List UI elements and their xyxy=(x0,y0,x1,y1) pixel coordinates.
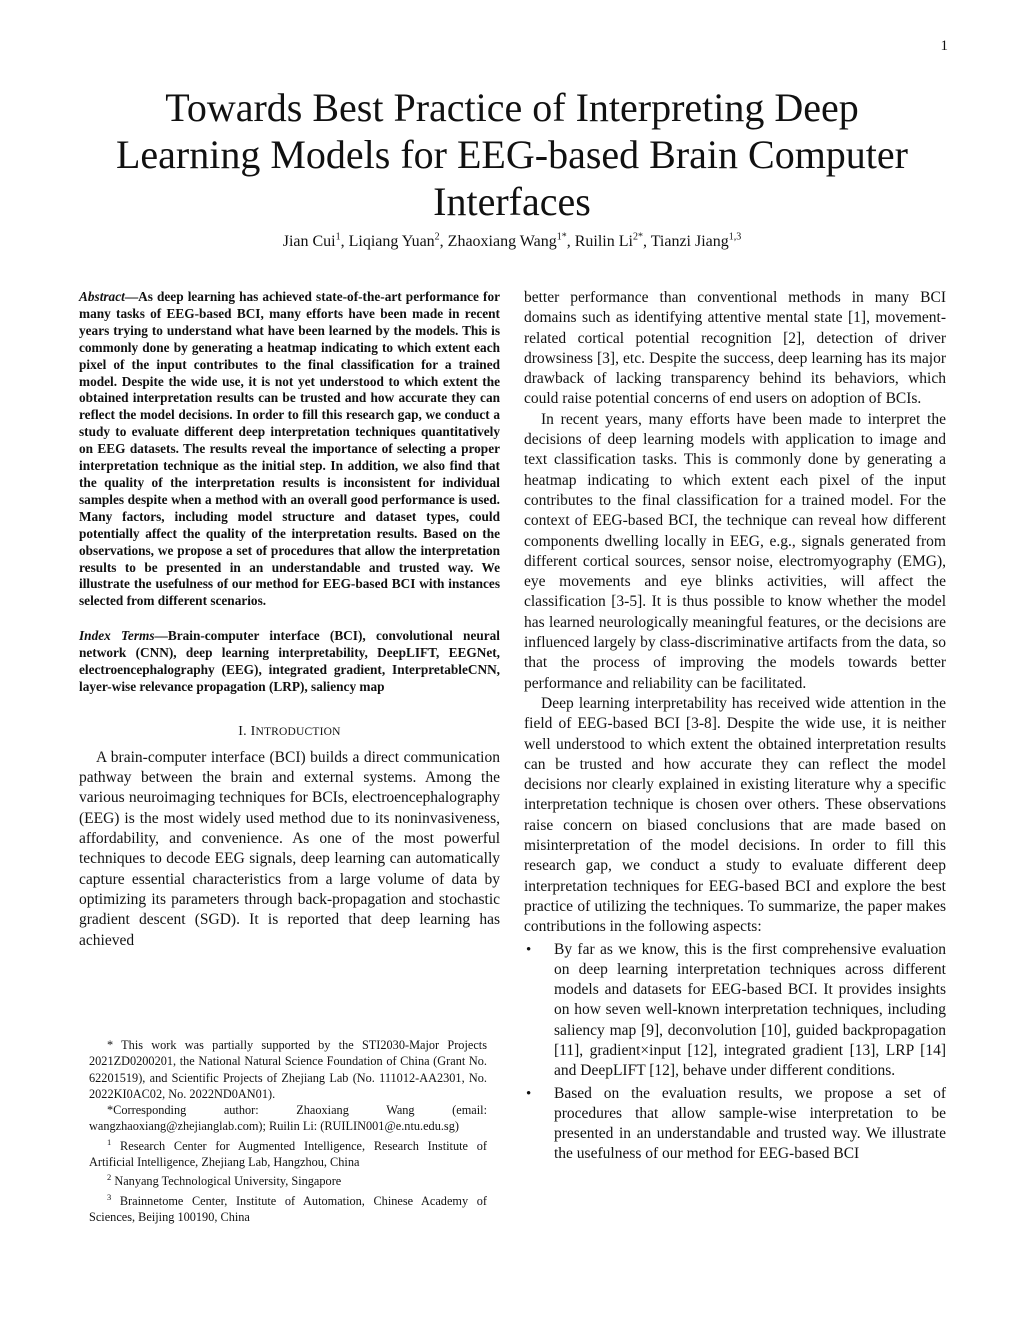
section-title-rest: NTRODUCTION xyxy=(255,725,341,738)
author-name: Jian Cui xyxy=(282,233,336,250)
author-name: Tianzi Jiang xyxy=(650,233,729,250)
author-affiliation-mark: 1* xyxy=(556,231,567,243)
index-terms-label: Index Terms xyxy=(79,628,155,644)
author-separator: , xyxy=(642,233,651,250)
corresponding-author-footnote: *Corresponding author: Zhaoxiang Wang (email: wangzhaoxiang@zhejianglab.com); Ruilin Li: (RUILIN001@e.ntu.edu.sg) xyxy=(89,1103,487,1134)
affiliation-text: Nanyang Technological University, Singapore xyxy=(114,1174,342,1189)
author-separator: , xyxy=(566,233,575,250)
author-list xyxy=(90,233,934,251)
author-separator: , xyxy=(439,233,448,250)
funding-footnote: * This work was partially supported by the STI2030-Major Projects 2021ZD0200201, the National Natural Science Foundation of China (Grant No. 62201519), and Scientific Projects of Zhejiang Lab (No. 111012-AA2301, No. 2022KI0AC02, No. 2022ND0AN01). xyxy=(89,1038,487,1101)
author-name: Ruilin Li xyxy=(574,233,633,250)
title-line: Interfaces xyxy=(433,179,591,224)
index-terms-text: —Brain-computer interface (BCI), convolutional neural network (CNN), deep learning interpretability, DeepLIFT, EEGNet, electroencephalography (EEG), integrated gradient, InterpretableCNN, layer-wise relevance propagation (LRP), saliency map xyxy=(79,628,500,694)
author-affiliation-mark: 2* xyxy=(632,231,643,243)
list-item xyxy=(524,1084,946,1165)
affiliation-footnote xyxy=(89,1193,487,1226)
affiliation-mark: 2 xyxy=(107,1172,112,1183)
author-affiliation-mark: 1 xyxy=(335,231,341,243)
section-heading-introduction xyxy=(79,724,500,740)
body-paragraph: Deep learning interpretability has received wide attention in the field of EEG-based BCI [3-8]. Despite the wide use, it is neither well understood to which extent the obtained interpretation results can be trusted and how accurate they can reflect the model decisions nor clearly explained in existing literature why a specific interpretation technique is chosen over others. These observations raise concern on biased conclusions that are made based on misinterpretation of the model decisions. In order to fill this research gap, we conduct a study to evaluate different deep interpretation techniques for EEG-based BCI and explore the best practice of utilizing the techniques. To summarize, the paper makes contributions in the following aspects: xyxy=(524,694,946,936)
page-number: 1 xyxy=(940,38,948,54)
affiliation-mark: 3 xyxy=(107,1191,112,1202)
affiliation-footnote xyxy=(89,1173,487,1189)
author-affiliation-mark: 1,3 xyxy=(728,231,742,243)
affiliation-mark: 1 xyxy=(107,1136,112,1147)
list-item-text: By far as we know, this is the first comprehensive evaluation on deep learning interpretation techniques across different models and datasets for EEG-based BCI. It provides insights on how seven well-known interpretation techniques, including saliency map [9], deconvolution [10], guided backpropagation [11], gradient×input [12], integrated gradient [13], LRP [14] and DeepLIFT [12], behave under different conditions. xyxy=(554,940,946,1080)
body-paragraph: better performance than conventional methods in many BCI domains such as identifying attentive mental state [1], movement-related cortical potential recognition [2], detection of driver drowsiness [3], etc. Despite the success, deep learning has its major drawback of lacking transparency behind its behaviors, which could raise potential concerns of end users on adoption of BCIs. xyxy=(524,289,946,408)
list-item xyxy=(524,940,946,1082)
affiliation-text: Research Center for Augmented Intelligence, Research Institute of Artificial Intelligence, Zhejiang Lab, Hangzhou, China xyxy=(89,1138,487,1170)
right-column xyxy=(524,288,946,1167)
author-name: Liqiang Yuan xyxy=(348,233,435,250)
title-line: Learning Models for EEG-based Brain Computer xyxy=(115,132,908,177)
abstract xyxy=(79,289,500,610)
footnotes xyxy=(89,1037,487,1225)
abstract-text: —As deep learning has achieved state-of-the-art performance for many tasks of EEG-based BCI, many efforts have been made in recent years trying to understand what have been learned by the models. This is commonly done by generating a heatmap indicating to which extent each pixel of the input contributes to the final classification for a trained model. Despite the wide use, it is not yet understood to which extent the obtained interpretation results can be trusted and how accurate they can reflect the model decisions. In order to fill this research gap, we conduct a study to evaluate different deep interpretation techniques quantitatively on EEG datasets. The results reveal the importance of selecting a proper interpretation technique as the initial step. In addition, we also find that the quality of the interpretation results is inconsistent for individual samples despite when a method with an overall good performance is used. Many factors, including model structure and dataset types, could potentially affect the quality of the interpretation results. Based on the observations, we propose a set of procedures that allow the interpretation results to be presented in an understandable and trusted way. We illustrate the usefulness of our method for EEG-based BCI with instances selected from different scenarios. xyxy=(79,289,500,609)
affiliation-footnote xyxy=(89,1138,487,1171)
intro-paragraph: A brain-computer interface (BCI) builds a direct communication pathway between the brain and external systems. Among the various neuroimaging techniques for BCIs, electroencephalography (EEG) is the most widely used method due to its noninvasiveness, affordability, and convenience. As one of the most powerful techniques to decode EEG signals, deep learning can automatically capture essential characteristics from a large volume of data by optimizing its parameters through back-propagation and stochastic gradient descent (SGD). It is reported that deep learning has achieved xyxy=(79,748,500,949)
body-paragraph: In recent years, many efforts have been made to interpret the decisions of deep learning models with application to image and text classification tasks. This is commonly done by generating a heatmap indicating to which extent each pixel of the input contributes to the final classification for a trained model. For the context of EEG-based BCI, the technique can reveal how different components dwelling locally in EEG, e.g., signals generated from different cortical sources, sensor noise, electromyography (EMG), eye movements and eye blinks activities, will affect the classification [3-5]. It is thus possible to know whether the model has learned neurologically meaningful features, or the decisions are influenced largely by class-discriminative artifacts from the data, so that the process of improving the models towards better performance and reliability can be facilitated. xyxy=(524,410,946,692)
paper-title xyxy=(90,84,934,225)
author-separator: , xyxy=(340,233,349,250)
bullet-icon: • xyxy=(526,941,532,958)
section-title-initial: I xyxy=(250,723,256,739)
list-item-text: Based on the evaluation results, we propose a set of procedures that allow sample-wise interpretation to be presented in an understandable and trusted way. We illustrate the usefulness of our method for EEG-based BCI xyxy=(554,1084,946,1163)
author-affiliation-mark: 2 xyxy=(434,231,440,243)
abstract-label: Abstract xyxy=(79,289,125,304)
title-line: Towards Best Practice of Interpreting Deep xyxy=(165,85,859,130)
contributions-list xyxy=(524,940,946,1165)
section-number: I. xyxy=(238,723,247,739)
author-name: Zhaoxiang Wang xyxy=(447,233,557,250)
left-column xyxy=(79,289,500,951)
index-terms xyxy=(79,628,500,696)
affiliation-text: Brainnetome Center, Institute of Automation, Chinese Academy of Sciences, Beijing 100190, China xyxy=(89,1193,487,1224)
bullet-icon: • xyxy=(526,1085,532,1102)
